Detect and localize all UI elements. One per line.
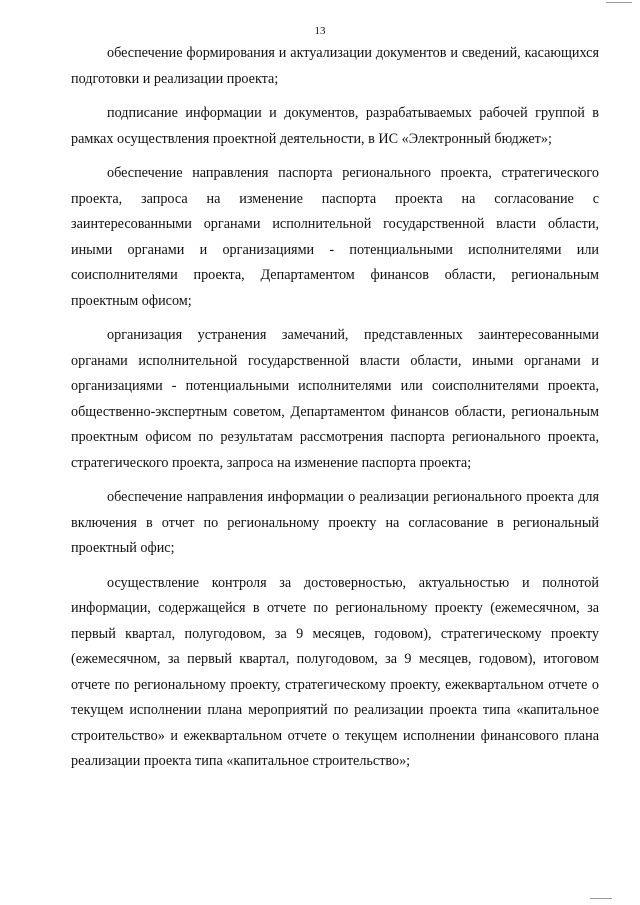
scan-edge-mark	[590, 898, 612, 899]
scan-edge-mark	[606, 2, 632, 3]
paragraph: подписание информации и документов, разрабатываемых рабочей группой в рамках осуществления проектной деятельности, в ИС «Электронный бюджет»;	[71, 105, 599, 147]
paragraph: осуществление контроля за достоверностью, актуальностью и полнотой информации, содержащейся в отчете по региональному проекту (ежемесячном, за первый квартал, полугодовом, за 9 месяцев, годовом), стратегическому проекту (ежемесячном, за первый квартал, полугодовом, за 9 месяцев, годовом), итоговом отчете по региональному проекту, стратегическому проекту, ежеквартальном отчете о текущем исполнении плана мероприятий по реализации проекта типа «капитальное строительство» и ежеквартальном отчете о текущем исполнении финансового плана реализации проекта типа «капитальное строительство»;	[71, 574, 599, 769]
paragraph: обеспечение направления паспорта регионального проекта, стратегического проекта, запроса на изменение паспорта проекта на согласование с заинтересованными органами исполнительной государственной власти области, иными органами и организациями - потенциальными исполнителями или соисполнителями проекта, Департаментом финансов области, региональным проектным офисом;	[71, 165, 599, 309]
page-number: 13	[314, 25, 326, 37]
paragraph: обеспечение направления информации о реализации регионального проекта для включения в отчет по региональному проекту на согласование в региональный проектный офис;	[71, 489, 599, 556]
paragraph: обеспечение формирования и актуализации документов и сведений, касающихся подготовки и реализации проекта;	[71, 45, 599, 87]
document-body	[71, 41, 599, 784]
paragraph: организация устранения замечаний, представленных заинтересованными органами исполнительной государственной власти области, иными органами и организациями - потенциальными исполнителями или соисполнителями проекта, общественно-экспертным советом, Департаментом финансов области, региональным проектным офисом по результатам рассмотрения паспорта регионального проекта, стратегического проекта, запроса на изменение паспорта проекта;	[71, 327, 599, 471]
